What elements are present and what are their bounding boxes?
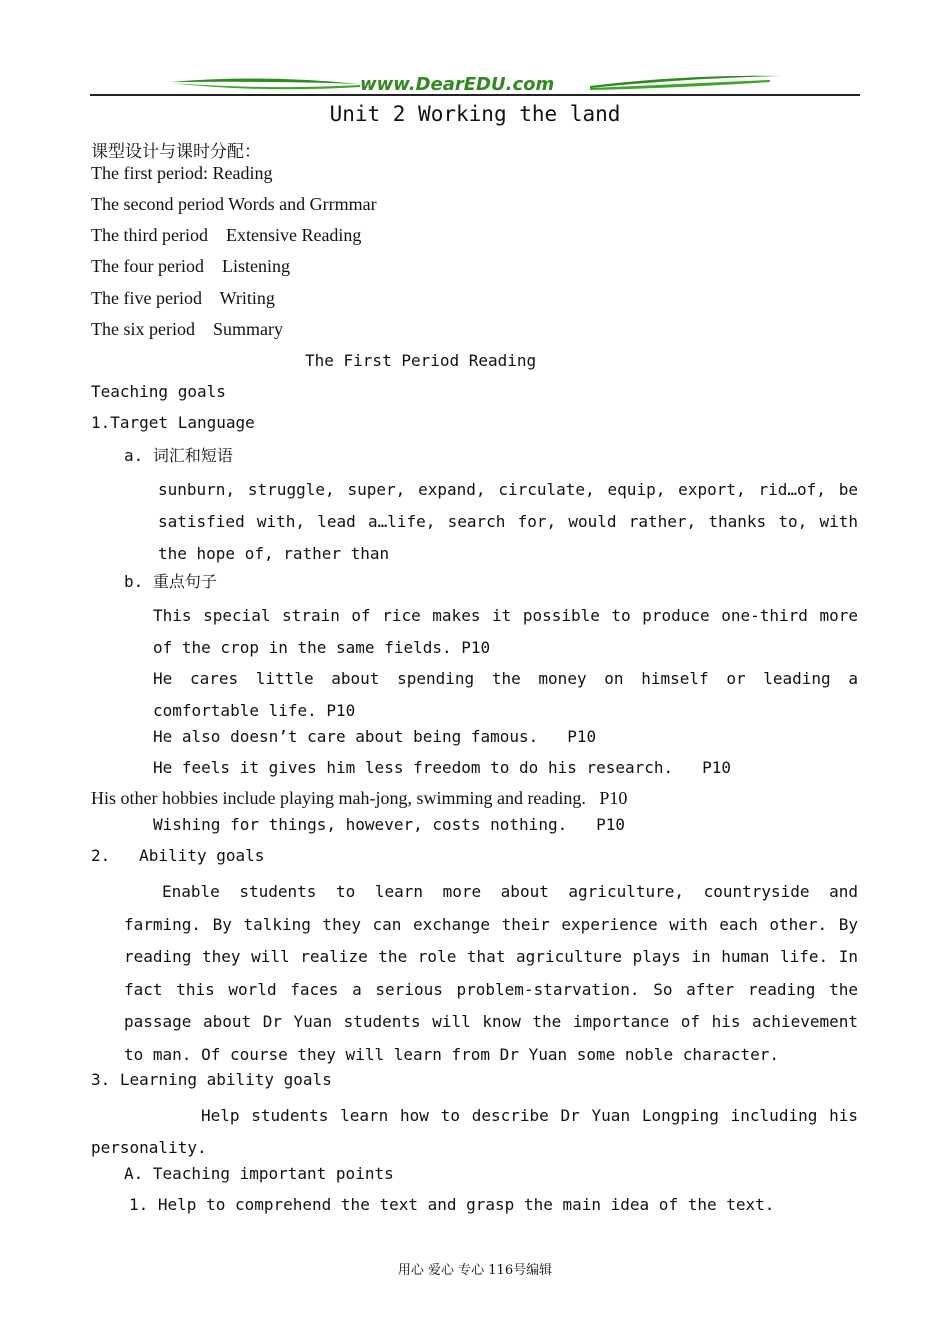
period-item: The six period Summary bbox=[91, 319, 283, 339]
period-item: The third period Extensive Reading bbox=[91, 225, 362, 245]
learning-ability-heading: 3. Learning ability goals bbox=[91, 1070, 332, 1089]
ability-goals-text: Enable students to learn more about agriculture, countryside and farming. By talking they can exchange their experience with each other. By reading they will realize the role that agriculture plays in human life. In fact this world faces a serious problem-starvation. So after reading the passage about Dr Yuan students will know the importance of his achievement to man. Of course they will learn from Dr Yuan some noble character. bbox=[124, 882, 858, 1064]
ability-goals-heading: 2. Ability goals bbox=[91, 846, 265, 865]
period-item: The first period: Reading bbox=[91, 163, 273, 183]
key-sentence: He also doesn’t care about being famous. P10 bbox=[153, 727, 597, 746]
learning-ability-text: Help students learn how to describe Dr Yuan Longping including his personality. bbox=[91, 1106, 858, 1157]
page-footer: 用心 爱心 专心 116号编辑 bbox=[397, 1263, 553, 1278]
schedule-heading: 课型设计与课时分配： bbox=[91, 142, 261, 162]
important-points-heading: A. Teaching important points bbox=[124, 1164, 394, 1183]
teaching-goals-heading: Teaching goals bbox=[91, 382, 226, 401]
section-title: The First Period Reading bbox=[305, 351, 537, 370]
page-title: Unit 2 Working the land bbox=[329, 102, 621, 126]
header-rule bbox=[90, 94, 860, 96]
period-item: The five period Writing bbox=[91, 288, 275, 308]
key-sentence: Wishing for things, however, costs nothing. P10 bbox=[153, 815, 626, 834]
key-sentence: He feels it gives him less freedom to do his research. P10 bbox=[153, 758, 731, 777]
sentences-heading: b. 重点句子 bbox=[124, 572, 217, 591]
vocab-list: sunburn, struggle, super, expand, circulate, equip, export, rid…of, be satisfied with, lead a…life, search for, would rather, thanks to, with the hope of, rather than bbox=[158, 480, 858, 563]
period-item: The four period Listening bbox=[91, 256, 290, 276]
important-point-item: 1. Help to comprehend the text and grasp the main idea of the text. bbox=[129, 1195, 775, 1214]
key-sentence: This special strain of rice makes it possible to produce one-third more of the crop in the same fields. P10 bbox=[153, 606, 858, 657]
period-item: The second period Words and Grrmmar bbox=[91, 194, 377, 214]
target-language-heading: 1.Target Language bbox=[91, 413, 255, 432]
logo-text: www.DearEDU.com bbox=[360, 74, 555, 95]
vocab-heading: a. 词汇和短语 bbox=[124, 446, 233, 465]
key-sentence: He cares little about spending the money on himself or leading a comfortable life. P10 bbox=[153, 669, 858, 720]
key-sentence: His other hobbies include playing mah-jong, swimming and reading. P10 bbox=[91, 788, 628, 808]
